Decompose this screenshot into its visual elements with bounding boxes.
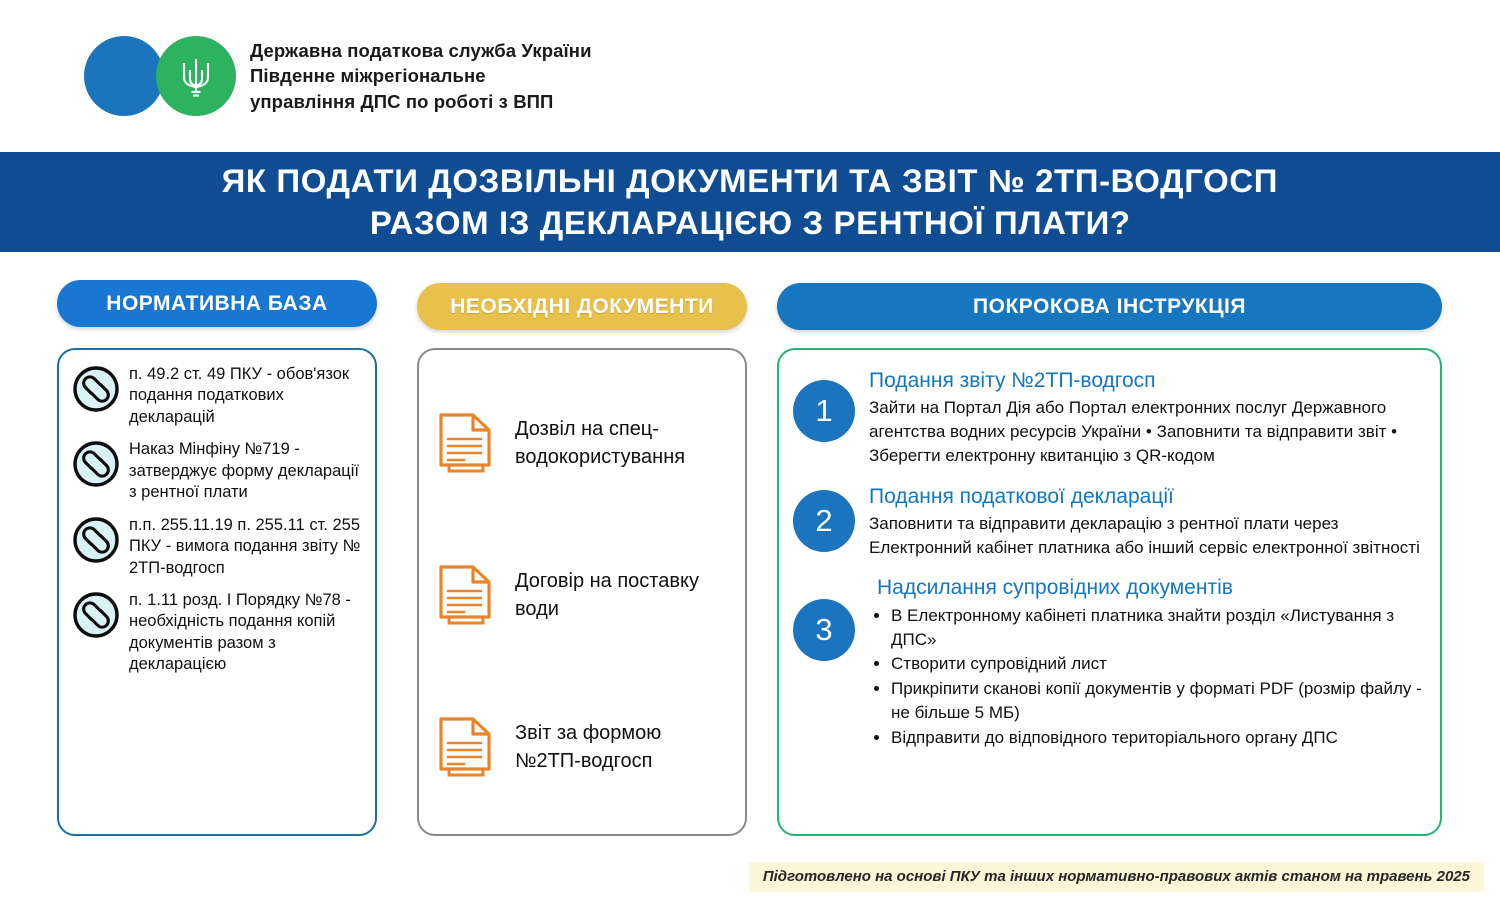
link-icon [71, 590, 121, 640]
logo-blue-circle [84, 36, 164, 116]
link-icon [71, 515, 121, 565]
list-item [71, 437, 365, 503]
list-item [437, 368, 731, 520]
title-banner [0, 152, 1500, 252]
step-description: Заповнити та відправити декларацію з рентної плати через Електронний кабінет платника або інший сервіс електронної звітності [869, 513, 1420, 557]
section-header-normative: НОРМАТИВНА БАЗА [57, 280, 377, 327]
step-title: Надсилання супровідних документів [877, 576, 1233, 600]
step-content [869, 573, 1424, 750]
step-number-badge: 1 [793, 380, 855, 442]
section-header-steps: ПОКРОКОВА ІНСТРУКЦІЯ [777, 283, 1442, 330]
list-item-label: Наказ Мінфіну №719 - затверджує форму декларації з рентної плати [129, 440, 359, 502]
normative-list [59, 350, 375, 676]
step-description: Зайти на Портал Дія або Портал електронних послуг Державного агентства водних ресурсів України • Заповнити та відправити звіт • Зберегти електронну квитанцію з QR-кодом [869, 398, 1398, 465]
step-bullet: • В Електронному кабінеті платника знайти розділ «Листування з ДПС» [891, 604, 1424, 652]
logo-green-circle [156, 36, 236, 116]
step-bullet: • Створити супровідний лист [891, 652, 1424, 676]
step-content [869, 482, 1424, 560]
org-line-1: Державна податкова служба України [250, 39, 592, 61]
list-item [793, 366, 1424, 468]
section-header-documents: НЕОБХІДНІ ДОКУМЕНТИ [417, 283, 747, 330]
list-item [793, 573, 1424, 750]
step-bullet: • Прикріпити сканові копії документів у форматі PDF (розмір файлу - не більше 5 МБ) [891, 677, 1424, 725]
link-icon [71, 364, 121, 414]
step-instructions-card [777, 348, 1442, 836]
step-content [869, 366, 1424, 468]
list-item [71, 588, 365, 676]
trident-icon [179, 53, 213, 99]
step-number-badge: 3 [793, 599, 855, 661]
list-item-label: Звіт за формою №2ТП-водгосп [515, 722, 662, 772]
organization-header [84, 36, 592, 116]
step-bullet-list [869, 604, 1424, 750]
document-icon [437, 715, 499, 781]
list-item [793, 482, 1424, 560]
documents-list [419, 350, 745, 824]
title-line-1: ЯК ПОДАТИ ДОЗВІЛЬНІ ДОКУМЕНТИ ТА ЗВІТ № 2ТП-ВОДГОСП [221, 162, 1279, 199]
list-item-label: Дозвіл на спец-водокористування [515, 418, 686, 468]
step-title: Подання звіту №2ТП-водгосп [869, 369, 1156, 392]
title-line-2: РАЗОМ ІЗ ДЕКЛАРАЦІЄЮ З РЕНТНОЇ ПЛАТИ? [369, 205, 1131, 241]
list-item [71, 513, 365, 579]
document-icon [437, 411, 499, 477]
footer-note: Підготовлено на основі ПКУ та інших нормативно-правових актів станом на травень 2025 [749, 862, 1484, 892]
document-icon [437, 563, 499, 629]
dps-logo [84, 36, 236, 116]
link-icon [71, 439, 121, 489]
org-line-2: Південне міжрегіональне [250, 65, 486, 87]
list-item [71, 362, 365, 428]
list-item-label: п.п. 255.11.19 п. 255.11 ст. 255 ПКУ - вимога подання звіту № 2ТП-водгосп [129, 515, 361, 577]
list-item-label: п. 1.11 розд. І Порядку №78 - необхідність подання копій документів разом з декларацією [129, 590, 351, 674]
list-item-label: п. 49.2 ст. 49 ПКУ - обов'язок подання податкових декларацій [129, 365, 350, 426]
required-documents-card [417, 348, 747, 836]
org-line-3: управління ДПС по роботі з ВПП [250, 90, 554, 112]
list-item-label: Договір на поставку води [515, 570, 699, 620]
steps-list [779, 350, 1440, 751]
step-number-badge: 2 [793, 490, 855, 552]
normative-base-card [57, 348, 377, 836]
list-item [437, 672, 731, 824]
step-title: Подання податкової декларації [869, 484, 1174, 508]
list-item [437, 520, 731, 672]
step-bullet: • Відправити до відповідного територіального органу ДПС [891, 726, 1424, 750]
organization-name [250, 38, 592, 115]
